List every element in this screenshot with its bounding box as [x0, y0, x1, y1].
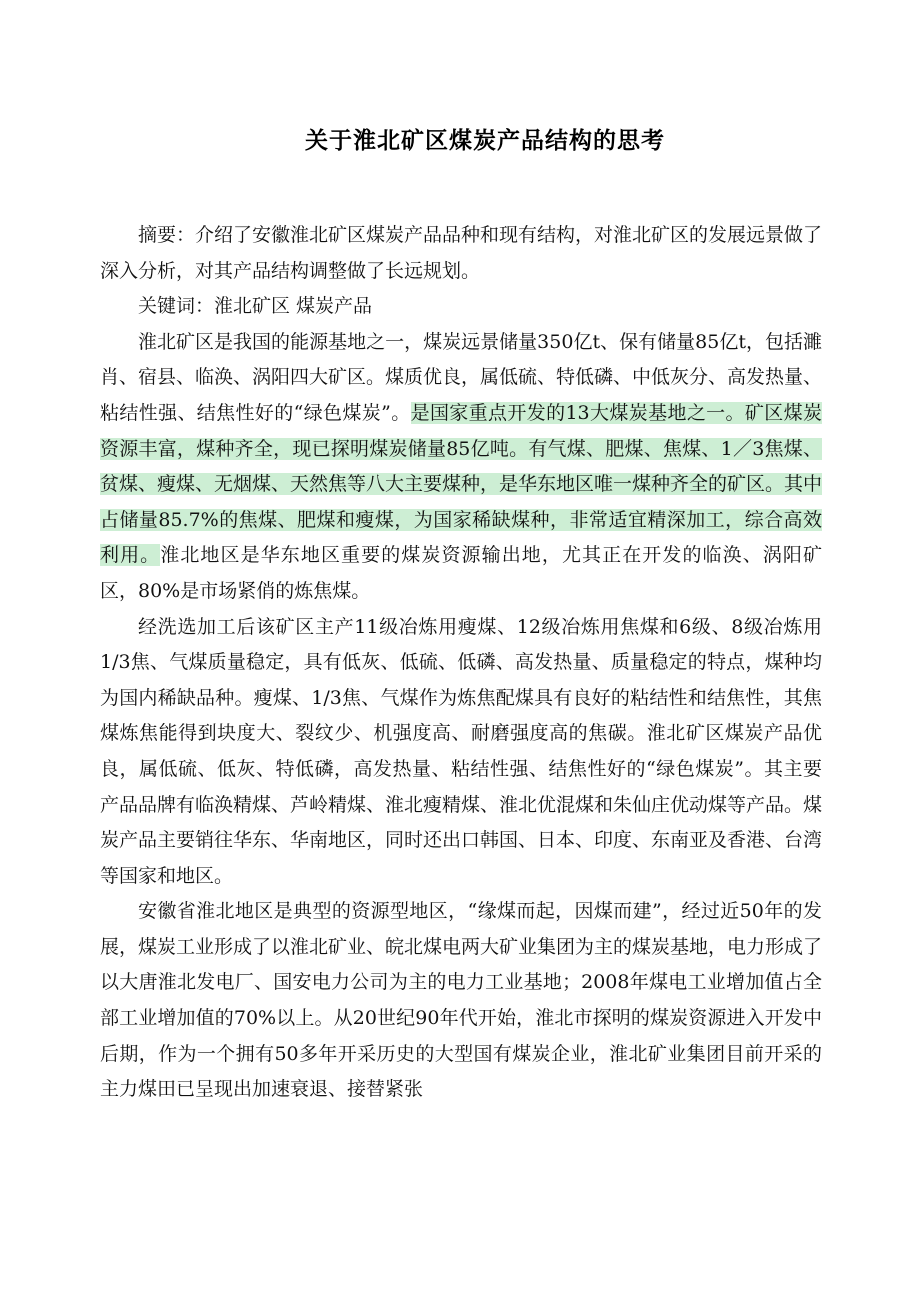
paragraph-1-text-start: 淮北矿区是我国的能源基地之一，煤炭远景储量350亿t、保有储量85亿t，包括濉肖、宿县、临涣、涡阳四大矿区。煤质优良，属低硫、特低磷、中低灰分、高发热量、粘结性强、结焦性好的“绿色煤炭”。: [100, 330, 823, 424]
paragraph-1: [100, 325, 822, 610]
document-body: [100, 218, 822, 1108]
document-title: 关于淮北矿区煤炭产品结构的思考: [305, 128, 665, 154]
paragraph-3: 安徽省淮北地区是典型的资源型地区，“缘煤而起，因煤而建”，经过近50年的发展，煤炭工业形成了以淮北矿业、皖北煤电两大矿业集团为主的煤炭基地，电力形成了以大唐淮北发电厂、国安电力公司为主的电力工业基地；2008年煤电工业增加值占全部工业增加值的70%以上。从20世纪90年代开始，淮北市探明的煤炭资源进入开发中后期，作为一个拥有50多年开采历史的大型国有煤炭企业，淮北矿业集团目前开采的主力煤田已呈现出加速衰退、接替紧张: [100, 900, 823, 1101]
keywords-paragraph: 关键词：淮北矿区 煤炭产品: [138, 295, 373, 318]
paragraph-2: 经洗选加工后该矿区主产11级冶炼用瘦煤、12级冶炼用焦煤和6级、8级冶炼用1/3焦、气煤质量稳定，具有低灰、低硫、低磷、高发热量、质量稳定的特点，煤种均为国内稀缺品种。瘦煤、1/3焦、气煤作为炼焦配煤具有良好的粘结性和结焦性，其焦煤炼焦能得到块度大、裂纹少、机强度高、耐磨强度高的焦碳。淮北矿区煤炭产品优良，属低硫、低灰、特低磷，高发热量、粘结性强、结焦性好的“绿色煤炭”。其主要产品品牌有临涣精煤、芦岭精煤、淮北瘦精煤、淮北优混煤和朱仙庄优动煤等产品。煤炭产品主要销往华东、华南地区，同时还出口韩国、日本、印度、东南亚及香港、台湾等国家和地区。: [100, 615, 823, 887]
paragraph-1-text-end: 淮北地区是华东地区重要的煤炭资源输出地，尤其正在开发的临涣、涡阳矿区，80%是市场紧俏的炼焦煤。: [100, 544, 822, 602]
abstract-paragraph: 摘要：介绍了安徽淮北矿区煤炭产品品种和现有结构，对淮北矿区的发展远景做了深入分析，对其产品结构调整做了长远规划。: [100, 224, 823, 282]
highlighted-text: 是国家重点开发的13大煤炭基地之一。矿区煤炭资源丰富，煤种齐全，现已探明煤炭储量85亿吨。有气煤、肥煤、焦煤、1／3焦煤、贫煤、瘦煤、无烟煤、天然焦等八大主要煤种，是华东地区唯一煤种齐全的矿区。其中占储量85.7%的焦煤、肥煤和瘦煤，为国家稀缺煤种，非常适宜精深加工，综合高效利用。: [100, 401, 823, 567]
